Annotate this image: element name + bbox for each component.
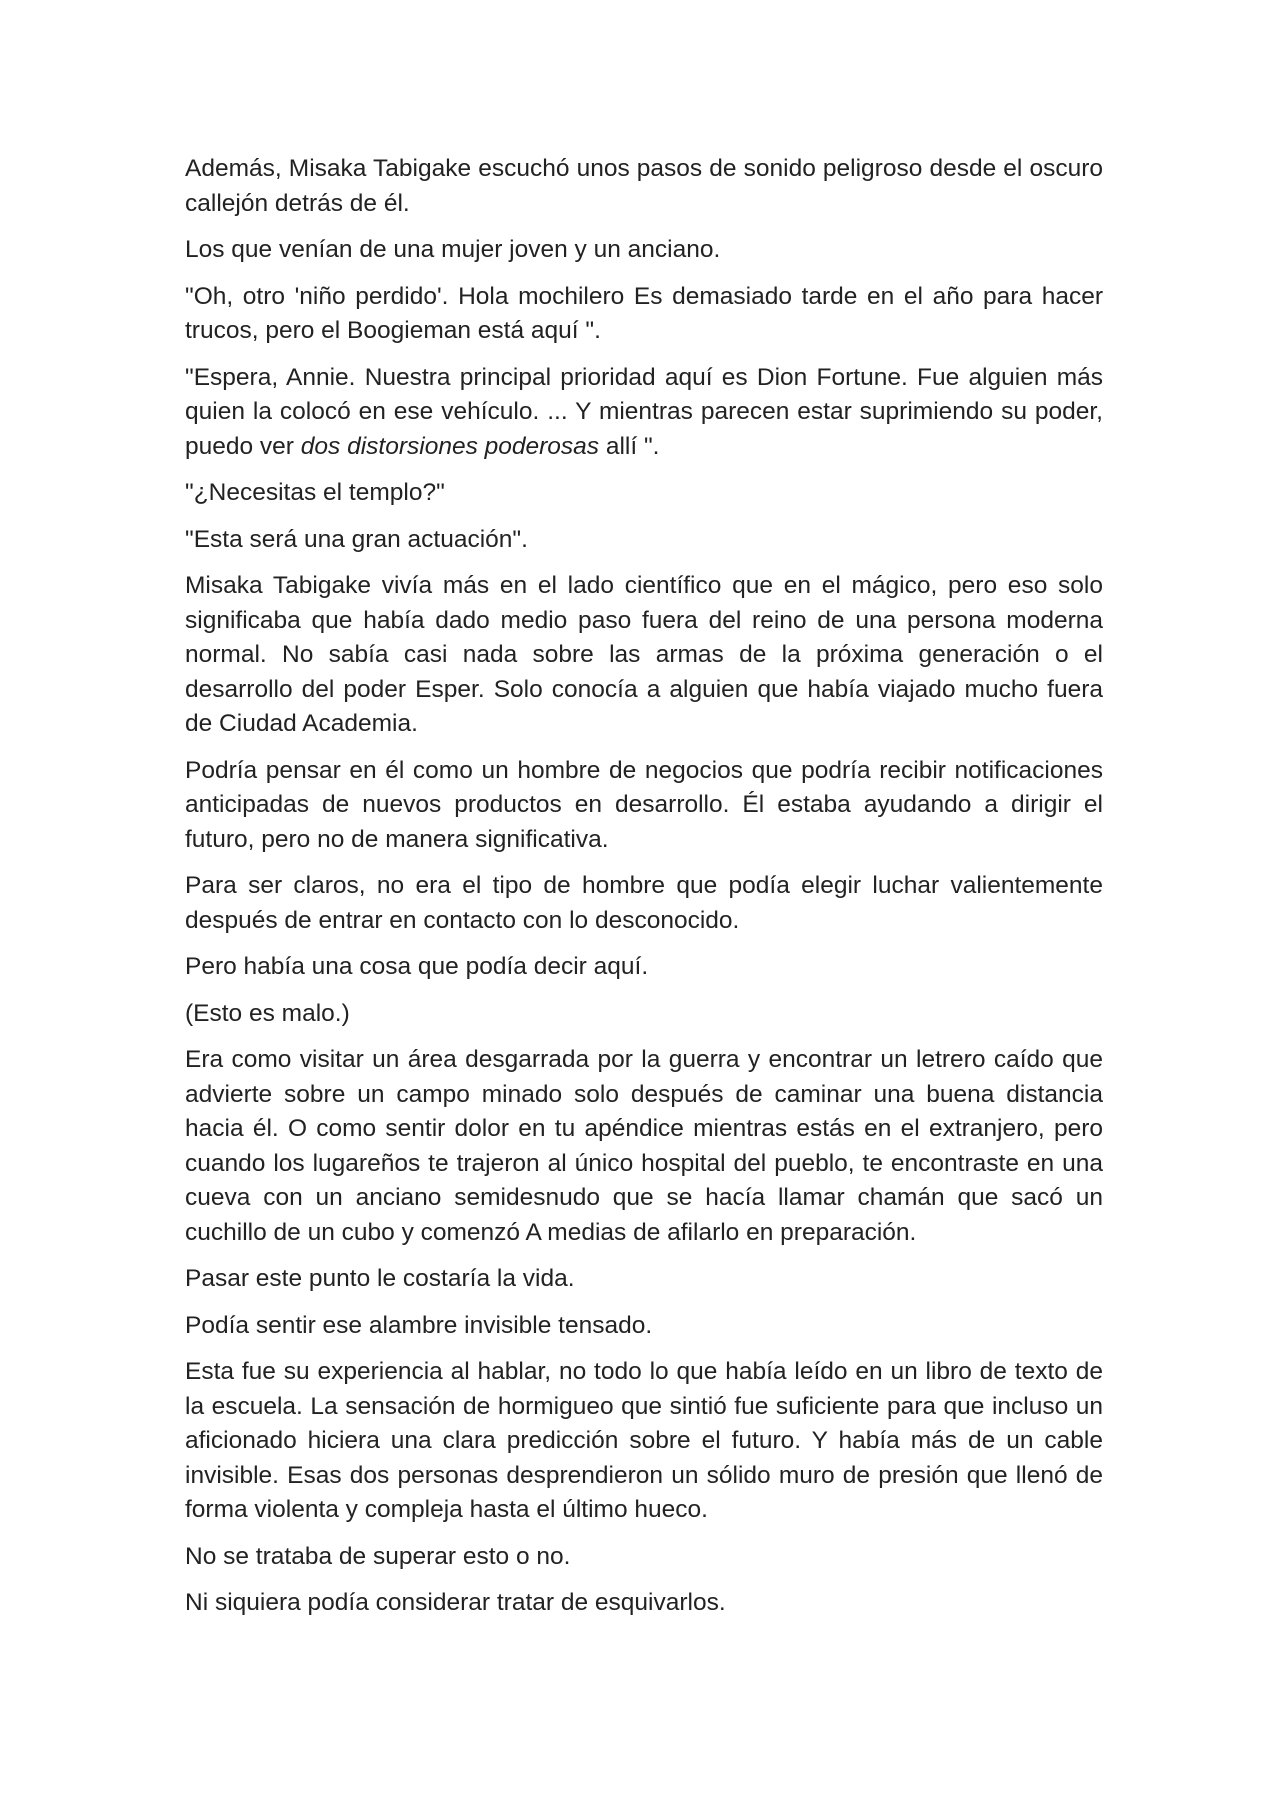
paragraph-11: (Esto es malo.): [185, 999, 350, 1027]
paragraph-16: No se trataba de superar esto o no.: [185, 1542, 571, 1570]
paragraph-15: Esta fue su experiencia al hablar, no todo lo que había leído en un libro de texto de la escuela. La sensación de hormigueo que sintió fue suficiente para que incluso un aficionado hiciera una clara predicción sobre el futuro. Y había más de un cable invisible. Esas dos personas desprendieron un sólido muro de presión que llenó de forma violenta y compleja hasta el último hueco.: [185, 1358, 1103, 1523]
paragraph-6: "Esta será una gran actuación".: [185, 525, 528, 553]
paragraph-8: Podría pensar en él como un hombre de negocios que podría recibir notificaciones anticipadas de nuevos productos en desarrollo. Él estaba ayudando a dirigir el futuro, pero no de manera significativa.: [185, 756, 1103, 853]
italic-phrase: dos distorsiones poderosas: [300, 432, 600, 460]
paragraph-17: Ni siquiera podía considerar tratar de esquivarlos.: [185, 1589, 726, 1616]
paragraph-9: Para ser claros, no era el tipo de hombre que podía elegir luchar valientemente después de entrar en contacto con lo desconocido.: [185, 872, 1103, 934]
paragraph-14: Podía sentir ese alambre invisible tensado.: [185, 1311, 653, 1339]
paragraph-3: "Oh, otro 'niño perdido'. Hola mochilero Es demasiado tarde en el año para hacer trucos, pero el Boogieman está aquí ".: [185, 282, 1103, 344]
document-body: [185, 152, 1103, 1633]
paragraph-1: Además, Misaka Tabigake escuchó unos pasos de sonido peligroso desde el oscuro callejón detrás de él.: [185, 155, 1103, 217]
paragraph-10: Pero había una cosa que podía decir aquí.: [185, 953, 649, 980]
paragraph-12: Era como visitar un área desgarrada por la guerra y encontrar un letrero caído que advierte sobre un campo minado solo después de caminar una buena distancia hacia él. O como sentir dolor en tu apéndice mientras estás en el extranjero, pero cuando los lugareños te trajeron al único hospital del pueblo, te encontraste en una cueva con un anciano semidesnudo que se hacía llamar chamán que sacó un cuchillo de un cubo y comenzó A medias de afilarlo en preparación.: [185, 1046, 1103, 1246]
paragraph-4-text: "Espera, Annie. Nuestra principal prioridad aquí es Dion Fortune. Fue alguien más quien la colocó en ese vehículo. ... Y mientras parecen estar suprimiendo su poder, puedo ver: [185, 363, 1103, 460]
paragraph-2: Los que venían de una mujer joven y un anciano.: [185, 236, 721, 263]
paragraph-5: "¿Necesitas el templo?": [185, 479, 445, 506]
paragraph-4: [185, 361, 1103, 465]
paragraph-13: Pasar este punto le costaría la vida.: [185, 1265, 575, 1292]
paragraph-7: Misaka Tabigake vivía más en el lado científico que en el mágico, pero eso solo significaba que había dado medio paso fuera del reino de una persona moderna normal. No sabía casi nada sobre las armas de la próxima generación o el desarrollo del poder Esper. Solo conocía a alguien que había viajado mucho fuera de Ciudad Academia.: [185, 572, 1103, 737]
paragraph-4-tail: allí ".: [599, 432, 660, 460]
